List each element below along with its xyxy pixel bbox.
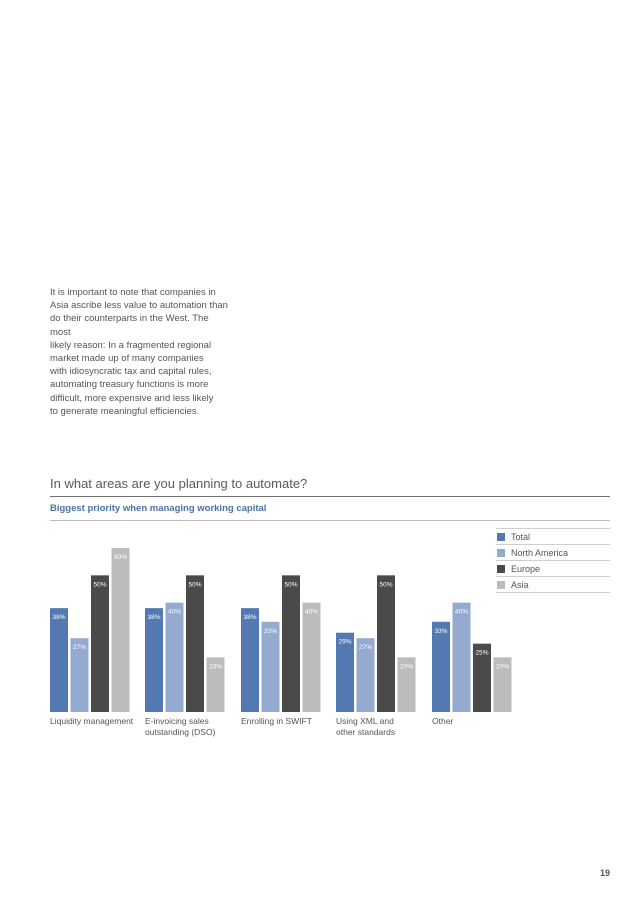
- legend-item-total: [496, 528, 610, 544]
- intro-line: likely reason: In a fragmented regional: [50, 339, 212, 351]
- intro-line: automating treasury functions is more: [50, 379, 209, 391]
- data-label: 20%: [495, 663, 510, 671]
- bar-asia: [112, 548, 130, 712]
- data-label: 33%: [434, 627, 448, 635]
- bar-north-america: [166, 603, 184, 712]
- legend-label: Asia: [511, 579, 529, 590]
- legend-label: Europe: [511, 563, 541, 574]
- data-label: 38%: [52, 614, 66, 622]
- intro-line: market made up of many companies: [50, 353, 204, 365]
- data-label: 38%: [147, 614, 161, 622]
- data-label: 20%: [208, 663, 223, 671]
- legend-swatch: [497, 581, 505, 589]
- bar-europe: [91, 575, 109, 712]
- bar-north-america: [262, 622, 280, 712]
- legend-label: Total: [511, 531, 531, 542]
- category-label: Liquidity management: [50, 716, 134, 726]
- legend-swatch: [497, 565, 505, 573]
- category-label: E-invoicing sales outstanding (DSO): [145, 716, 216, 737]
- bar-asia: [303, 603, 321, 712]
- chart-legend: [496, 528, 610, 593]
- bar-total: [241, 608, 259, 712]
- data-label: 25%: [475, 649, 489, 657]
- data-label: 20%: [399, 663, 414, 671]
- data-label: 27%: [72, 644, 87, 652]
- legend-swatch: [497, 549, 505, 557]
- chart-title: In what areas are you planning to automate?: [50, 476, 308, 491]
- legend-swatch: [497, 533, 505, 541]
- data-label: 50%: [188, 581, 202, 589]
- intro-line: difficult, more expensive and less likely: [50, 392, 214, 404]
- category-label: Enrolling in SWIFT: [241, 716, 312, 726]
- intro-line: Asia ascribe less value to automation than: [50, 300, 228, 312]
- data-label: 27%: [358, 644, 373, 652]
- bar-total: [50, 608, 68, 712]
- bar-north-america: [453, 603, 471, 712]
- data-label: 33%: [263, 627, 278, 635]
- data-label: 40%: [304, 608, 319, 616]
- legend-item-europe: [496, 560, 610, 576]
- page-number: 19: [599, 868, 610, 878]
- category-label: Using XML and other standards: [336, 716, 396, 737]
- data-label: 38%: [243, 614, 257, 622]
- legend-item-north-america: [496, 544, 610, 560]
- data-label: 50%: [93, 581, 107, 589]
- bar-europe: [282, 575, 300, 712]
- legend-label: North America: [511, 547, 569, 558]
- data-label: 50%: [284, 581, 298, 589]
- category-label: Other: [432, 716, 454, 726]
- legend-item-asia: [496, 576, 610, 593]
- data-label: 29%: [338, 638, 352, 646]
- data-label: 40%: [454, 608, 469, 616]
- intro-line: It is important to note that companies in: [50, 287, 216, 298]
- data-label: 60%: [113, 554, 128, 561]
- intro-line: to generate meaningful efficiencies.: [50, 405, 200, 417]
- intro-line: do their counterparts in the West. The most: [50, 313, 209, 338]
- bar-europe: [377, 575, 395, 712]
- bar-total: [432, 622, 450, 712]
- intro-line: with idiosyncratic tax and capital rules,: [50, 366, 212, 378]
- bar-total: [145, 608, 163, 712]
- data-label: 40%: [167, 608, 182, 616]
- bar-europe: [186, 575, 204, 712]
- data-label: 50%: [379, 581, 393, 589]
- chart-subtitle: Biggest priority when managing working capital: [50, 503, 267, 514]
